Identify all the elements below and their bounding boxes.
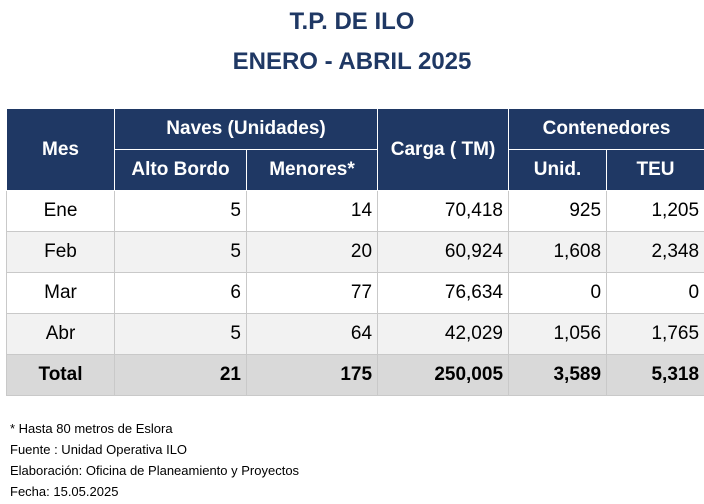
- cell-menores: 20: [247, 232, 378, 273]
- cell-menores: 14: [247, 191, 378, 232]
- table-row: [7, 273, 704, 314]
- cell-teu: 1,765: [607, 314, 704, 355]
- total-carga: 250,005: [378, 355, 509, 396]
- header-contenedores: Contenedores: [509, 109, 704, 150]
- cell-mes: Feb: [7, 232, 115, 273]
- header-teu: TEU: [607, 150, 704, 191]
- cell-unid: 0: [509, 273, 607, 314]
- table-row: [7, 232, 704, 273]
- cell-mes: Mar: [7, 273, 115, 314]
- cell-mes: Abr: [7, 314, 115, 355]
- cell-carga: 60,924: [378, 232, 509, 273]
- cell-alto-bordo: 5: [115, 191, 247, 232]
- cell-menores: 77: [247, 273, 378, 314]
- source-note: Fuente : Unidad Operativa ILO: [10, 442, 188, 457]
- footnotes: [10, 418, 299, 502]
- total-row: [7, 355, 704, 396]
- port-statistics-table: [6, 108, 704, 396]
- cell-teu: 1,205: [607, 191, 704, 232]
- total-unid: 3,589: [509, 355, 607, 396]
- cell-carga: 76,634: [378, 273, 509, 314]
- elaboration-note: Elaboración: Oficina de Planeamiento y Proyectos: [10, 463, 300, 478]
- header-carga: Carga ( TM): [378, 109, 509, 191]
- cell-alto-bordo: 6: [115, 273, 247, 314]
- cell-unid: 1,056: [509, 314, 607, 355]
- cell-alto-bordo: 5: [115, 232, 247, 273]
- total-teu: 5,318: [607, 355, 704, 396]
- header-alto-bordo: Alto Bordo: [115, 150, 247, 191]
- cell-teu: 2,348: [607, 232, 704, 273]
- page-subtitle: ENERO - ABRIL 2025: [232, 48, 472, 75]
- total-menores: 175: [247, 355, 378, 396]
- cell-menores: 64: [247, 314, 378, 355]
- page-title: T.P. DE ILO: [289, 8, 415, 35]
- cell-unid: 925: [509, 191, 607, 232]
- header-row-top: [7, 109, 704, 150]
- cell-mes: Ene: [7, 191, 115, 232]
- header-naves: Naves (Unidades): [115, 109, 378, 150]
- footnote-eslora: * Hasta 80 metros de Eslora: [10, 421, 173, 436]
- header-mes: Mes: [7, 109, 115, 191]
- date-note: Fecha: 15.05.2025: [10, 484, 119, 499]
- cell-unid: 1,608: [509, 232, 607, 273]
- cell-carga: 42,029: [378, 314, 509, 355]
- cell-carga: 70,418: [378, 191, 509, 232]
- table-row: [7, 314, 704, 355]
- table-row: [7, 191, 704, 232]
- header-menores: Menores*: [247, 150, 378, 191]
- header-unid: Unid.: [509, 150, 607, 191]
- total-alto-bordo: 21: [115, 355, 247, 396]
- cell-alto-bordo: 5: [115, 314, 247, 355]
- total-label: Total: [7, 355, 115, 396]
- cell-teu: 0: [607, 273, 704, 314]
